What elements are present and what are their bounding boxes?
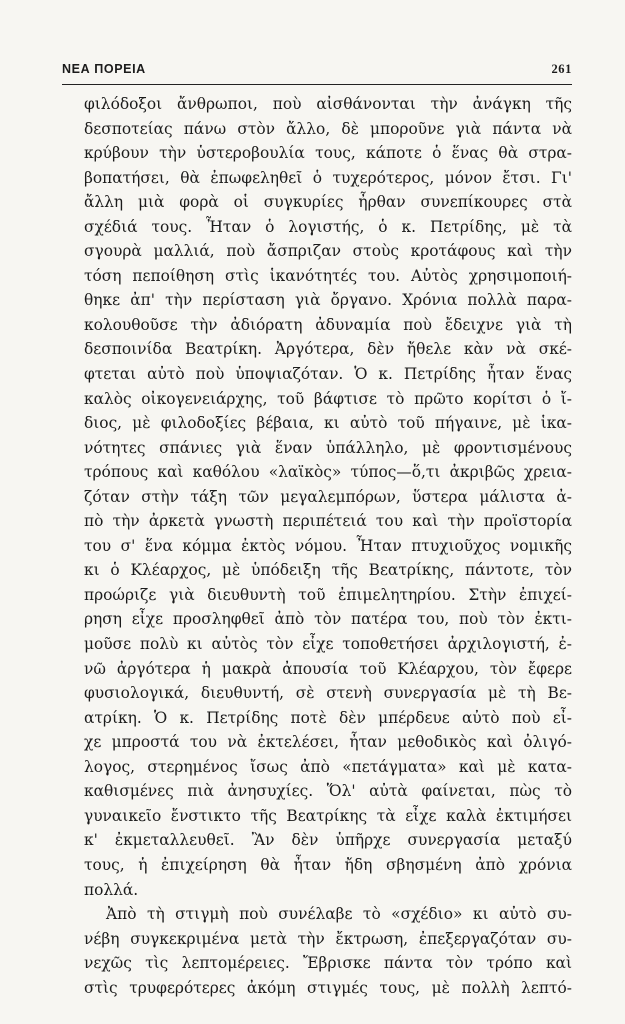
text-line: σγουρὰ μαλλιά, ποὺ ἄσπριζαν στοὺς κροτάφους καὶ τὴν [84,242,572,261]
text-line: φυσιολογικά, διευθυντή, σὲ στενὴ συνεργασία μὲ τὴ Βε- [84,684,572,703]
running-header [62,62,572,80]
text-line: νέβη συγκεκριμένα μετὰ τὴν ἔκτρωση, ἐπεξεργαζόταν συ- [84,929,572,948]
text-line: σχέδιά τους. Ἦταν ὁ λογιστής, ὁ κ. Πετρίδης, μὲ τὰ [84,217,572,236]
text-line: φιλόδοξοι ἄνθρωποι, ποὺ αἰσθάνονται τὴν ἀνάγκη τῆς [84,95,572,113]
text-line: κολουθοῦσε τὴν ἀδιόρατη ἀδυναμία ποὺ ἔδειχνε γιὰ τὴ [84,315,572,334]
text-line: καθισμένες πιὰ ἀνησυχίες. Ὅλ' αὐτὰ φαίνεται, πὼς τὸ [84,782,572,801]
text-line: δεσποτείας πάνω στὸν ἄλλο, δὲ μποροῦνε γιὰ πάντα νὰ [84,119,572,138]
text-line: στὶς τρυφερότερες ἀκόμη στιγμές τους, μὲ πολλὴ λεπτό- [84,978,572,997]
text-line: τρόπους καὶ καθόλου «λαϊκὸς» τύπος—ὅ,τι ἀκριβῶς χρεια- [84,463,572,482]
text-line: φτεται αὐτὸ ποὺ ὑποψιαζόταν. Ὁ κ. Πετρίδης ἦταν ἕνας [84,365,572,384]
journal-title: ΝΕΑ ΠΟΡΕΙΑ [62,62,146,76]
text-line: ατρίκη. Ὁ κ. Πετρίδης ποτὲ δὲν μπέρδευε αὐτὸ ποὺ εἶ- [84,708,572,727]
text-line: διος, μὲ φιλοδοξίες βέβαια, κι αὐτὸ τοῦ πήγαινε, μὲ ἱκα- [84,414,572,433]
text-line: ζόταν στὴν τάξη τῶν μεγαλεμπόρων, ὕστερα μάλιστα ἀ- [84,487,572,506]
text-line: χε μπροστά του νὰ ἐκτελέσει, ἦταν μεθοδικὸς καὶ ὀλιγό- [84,733,572,752]
text-line: του σ' ἕνα κόμμα ἐκτὸς νόμου. Ἦταν πτυχιοῦχος νομικῆς [84,536,572,555]
text-line: ἄλλη μιὰ φορὰ οἱ συγκυρίες ἦρθαν συνεπίκουρες στὰ [84,193,572,212]
text-line: κρύβουν τὴν ὑστεροβουλία τους, κάποτε ὁ ἕνας θὰ στρα- [84,144,572,163]
text-line: κι ὁ Κλέαρχος, μὲ ὑπόδειξη τῆς Βεατρίκης, πάντοτε, τὸν [84,561,572,580]
text-line: κ' ἐκμεταλλευθεῖ. Ἂν δὲν ὑπῆρχε συνεργασία μεταξύ [84,831,572,850]
header-rule [62,84,572,85]
text-line: τόση πεποίθηση στὶς ἱκανότητές του. Αὐτὸς χρησιμοποιή- [84,266,572,285]
text-line: πὸ τὴν ἀρκετὰ γνωστὴ περιπέτειά του καὶ τὴν προϊστορία [84,512,572,531]
text-line: λογος, στερημένος ἴσως ἀπὸ «πετάγματα» καὶ μὲ κατα- [84,757,572,776]
text-line: πολλά. [84,880,139,899]
text-line: θηκε ἀπ' τὴν περίσταση γιὰ ὄργανο. Χρόνια πολλὰ παρα- [84,291,572,310]
text-line: προώριζε γιὰ διευθυντὴ τοῦ ἐπιμελητηρίου. Στὴν ἐπιχεί- [84,585,572,604]
page-number: 261 [551,62,572,76]
text-line: νῶ ἀργότερα ἡ μακρὰ ἀπουσία τοῦ Κλέαρχου, τὸν ἔφερε [84,659,572,678]
text-line: νότητες σπάνιες γιὰ ἕναν ὑπάλληλο, μὲ φροντισμένους [84,438,572,457]
text-line: καλὸς οἰκογενειάρχης, τοῦ βάφτισε τὸ πρῶτο κορίτσι ὁ ἴ- [84,389,572,408]
text-line: νεχῶς τὶς λεπτομέρειες. Ἔβρισκε πάντα τὸν τρόπο καὶ [84,954,572,973]
body-text [84,92,572,1000]
text-line: τους, ἡ ἐπιχείρηση θὰ ἦταν ἤδη σβησμένη ἀπὸ χρόνια [84,855,572,874]
text-line: δεσποινίδα Βεατρίκη. Ἀργότερα, δὲν ἤθελε κὰν νὰ σκέ- [84,340,572,359]
text-line: ρηση εἶχε προσληφθεῖ ἀπὸ τὸν πατέρα του, ποὺ τὸν ἐκτι- [84,610,572,629]
text-line: γυναικεῖο ἔνστικτο τῆς Βεατρίκης τὰ εἶχε καλὰ ἐκτιμήσει [84,806,572,825]
text-line: Ἀπὸ τὴ στιγμὴ ποὺ συνέλαβε τὸ «σχέδιο» κι αὐτὸ συ- [106,905,572,924]
text-line: μοῦσε πολὺ κι αὐτὸς τὸν εἶχε τοποθετήσει ἀρχιλογιστή, ἐ- [84,635,572,654]
text-line: βοπατήσει, θὰ ἐπωφεληθεῖ ὁ τυχερότερος, μόνον ἔτσι. Γι' [84,168,572,187]
